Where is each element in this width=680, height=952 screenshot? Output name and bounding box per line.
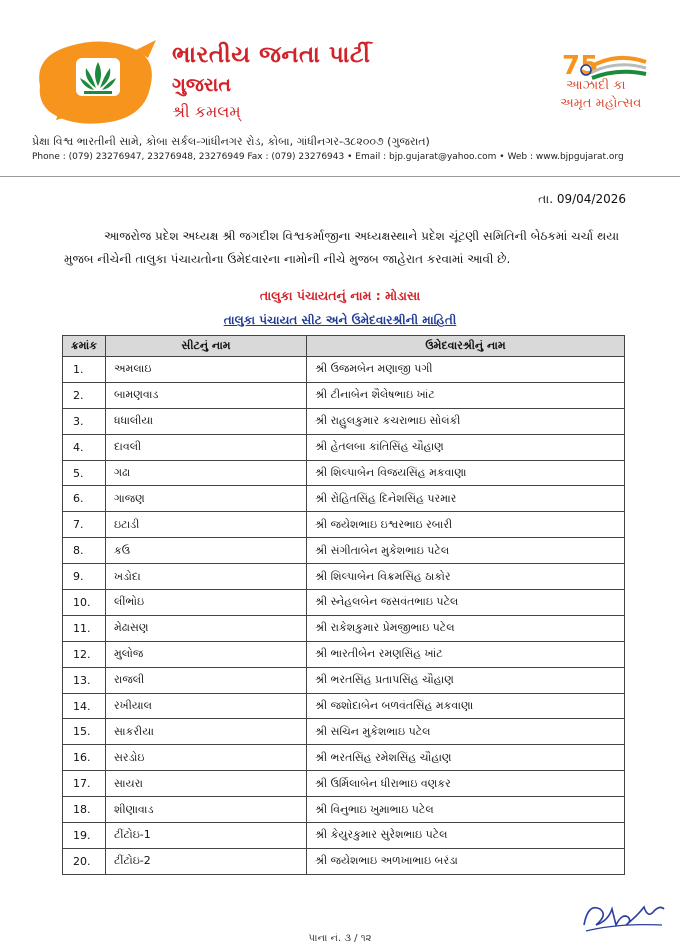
seat-name-cell: મુલોજ [106, 641, 307, 667]
table-row [63, 486, 625, 512]
serial-cell: 6. [63, 486, 106, 512]
serial-cell: 10. [63, 590, 106, 616]
candidate-name-cell: શ્રી ભરતસિંહ રમેશસિંહ ચૌહાણ [307, 745, 625, 771]
serial-cell: 9. [63, 564, 106, 590]
table-row [63, 641, 625, 667]
serial-cell: 14. [63, 693, 106, 719]
serial-cell: 12. [63, 641, 106, 667]
contact-info: Phone : (079) 23276947, 23276948, 23276949 Fax : (079) 23276943 • Email : bjp.gujarat@yahoo.com • Web : www.bjpgujarat.org [32, 152, 624, 162]
document-date: તા. 09/04/2026 [538, 192, 626, 206]
section-title: તાલુકા પંચાયતનું નામ : મોડાસા [259, 288, 421, 303]
address: પ્રેક્ષા વિશ્વ ભારતીની સામે, કોબા સર્કલ-ગાંધીનગર રોડ, કોબા, ગાંધીનગર-૩૮૨૦૦૭ (ગુજરાત) [32, 135, 430, 148]
candidate-name-cell: શ્રી ઉજમબેન મણાજી પગી [307, 357, 625, 383]
azadi-line2: અમૃત મહોત્સવ [560, 96, 642, 111]
section-subtitle: તાલુકા પંચાયત સીટ અને ઉમેદવારશ્રીની માહિતી [223, 313, 457, 327]
serial-cell: 15. [63, 719, 106, 745]
candidate-name-cell: શ્રી શિલ્પાબેન વિજયસિંહ મકવાણા [307, 460, 625, 486]
seat-name-cell: બામણવાડ [106, 382, 307, 408]
seat-name-cell: સાયરા [106, 771, 307, 797]
table-row [63, 538, 625, 564]
table-row [63, 408, 625, 434]
serial-cell: 16. [63, 745, 106, 771]
seat-name-cell: દાવલી [106, 434, 307, 460]
serial-cell: 2. [63, 382, 106, 408]
table-row [63, 564, 625, 590]
serial-cell: 1. [63, 357, 106, 383]
seat-name-cell: ગાજણ [106, 486, 307, 512]
seat-name-cell: મેઢાસણ [106, 615, 307, 641]
seat-name-cell: ઇટાડી [106, 512, 307, 538]
seat-name-cell: સાકરીયા [106, 719, 307, 745]
candidate-name-cell: શ્રી શિલ્પાબેન વિક્રમસિંહ ઠાકોર [307, 564, 625, 590]
candidate-name-cell: શ્રી વિનુભાઇ ખુમાભાઇ પટેલ [307, 797, 625, 823]
table-row [63, 719, 625, 745]
letterhead [0, 0, 680, 178]
header-seat: સીટનું નામ [106, 336, 307, 357]
table-row [63, 590, 625, 616]
serial-cell: 19. [63, 823, 106, 849]
table-row [63, 357, 625, 383]
table-row [63, 460, 625, 486]
seat-name-cell: રાજલી [106, 667, 307, 693]
candidate-name-cell: શ્રી ઉર્મિલાબેન ધીરાભાઇ વણકર [307, 771, 625, 797]
seat-name-cell: ટીંટોઇ-1 [106, 823, 307, 849]
candidate-name-cell: શ્રી જયેશભાઇ ઇશ્વરભાઇ રબારી [307, 512, 625, 538]
header-candidate: ઉમેદવારશ્રીનું નામ [307, 336, 625, 357]
candidate-name-cell: શ્રી સંગીતાબેન મુકેશભાઇ પટેલ [307, 538, 625, 564]
serial-cell: 20. [63, 848, 106, 874]
header-divider [0, 176, 680, 177]
serial-cell: 8. [63, 538, 106, 564]
table-header-row [63, 336, 625, 357]
azadi-line1: આઝાદી કા [566, 78, 626, 93]
candidate-name-cell: શ્રી ભરતસિંહ પ્રતાપસિંહ ચૌહાણ [307, 667, 625, 693]
serial-cell: 7. [63, 512, 106, 538]
svg-text:75: 75 [562, 51, 599, 81]
seat-name-cell: ધધાલીયા [106, 408, 307, 434]
candidate-name-cell: શ્રી સ્નેહલબેન જસવંતભાઇ પટેલ [307, 590, 625, 616]
serial-cell: 3. [63, 408, 106, 434]
candidate-name-cell: શ્રી રોહિતસિંહ દિનેશસિંહ પરમાર [307, 486, 625, 512]
candidate-name-cell: શ્રી ભારતીબેન રમણસિંહ ખાંટ [307, 641, 625, 667]
table-row [63, 667, 625, 693]
candidates-table [62, 335, 625, 875]
serial-cell: 5. [63, 460, 106, 486]
party-state: ગુજરાત [172, 74, 231, 96]
table-row [63, 771, 625, 797]
table-row [63, 382, 625, 408]
candidate-name-cell: શ્રી જયેશભાઇ અળખાભાઇ બરંડા [307, 848, 625, 874]
table-row [63, 848, 625, 874]
seat-name-cell: ખડોદા [106, 564, 307, 590]
serial-cell: 4. [63, 434, 106, 460]
table-row [63, 823, 625, 849]
seat-name-cell: શીણાવાડ [106, 797, 307, 823]
serial-cell: 18. [63, 797, 106, 823]
seat-name-cell: કઉ [106, 538, 307, 564]
table-row [63, 434, 625, 460]
table-row [63, 745, 625, 771]
table-row [63, 693, 625, 719]
page-number: પાના નં. ૩ / ૧૨ [308, 933, 372, 944]
table-row [63, 615, 625, 641]
candidate-name-cell: શ્રી સચિન મુકેશભાઇ પટેલ [307, 719, 625, 745]
seat-name-cell: ટીંટોઇ-2 [106, 848, 307, 874]
serial-cell: 17. [63, 771, 106, 797]
candidate-name-cell: શ્રી હેતલબા કાંતિસિંહ ચૌહાણ [307, 434, 625, 460]
seat-name-cell: લીંભોઇ [106, 590, 307, 616]
serial-cell: 11. [63, 615, 106, 641]
seat-name-cell: રખીયાલ [106, 693, 307, 719]
serial-cell: 13. [63, 667, 106, 693]
candidate-name-cell: શ્રી કેયુરકુમાર સુરેશભાઇ પટેલ [307, 823, 625, 849]
kamalam-label: શ્રી કમલમ્ [172, 102, 241, 121]
seat-name-cell: અમલાઇ [106, 357, 307, 383]
candidate-name-cell: શ્રી રાકેશકુમાર પ્રેમજીભાઇ પટેલ [307, 615, 625, 641]
header-serial: ક્રમાંક [63, 336, 106, 357]
candidate-name-cell: શ્રી જશોદાબેન બળવંતસિંહ મકવાણા [307, 693, 625, 719]
table-row [63, 797, 625, 823]
seat-name-cell: ગઢા [106, 460, 307, 486]
seat-name-cell: સરડોઇ [106, 745, 307, 771]
bjp-lotus-logo-icon [32, 36, 162, 126]
candidate-name-cell: શ્રી રાહુલકુમાર કચરાભાઇ સોલંકી [307, 408, 625, 434]
intro-paragraph: આજરોજ પ્રદેશ અધ્યક્ષ શ્રી જગદીશ વિશ્વકર્માજીના અધ્યક્ષસ્થાને પ્રદેશ ચૂંટણી સમિતિની બેઠકમાં ચર્ચા થયા મુજબ નીચેની તાલુકા પંચાયતોના ઉમેદવારના નામોની નીચે મુજબ જાહેરાત કરવામાં આવી છે. [64, 229, 620, 266]
table-row [63, 512, 625, 538]
candidate-name-cell: શ્રી ટીનાબેન શૈલેષભાઇ ખાંટ [307, 382, 625, 408]
party-name: ભારતીય જનતા પાર્ટી [172, 42, 371, 68]
